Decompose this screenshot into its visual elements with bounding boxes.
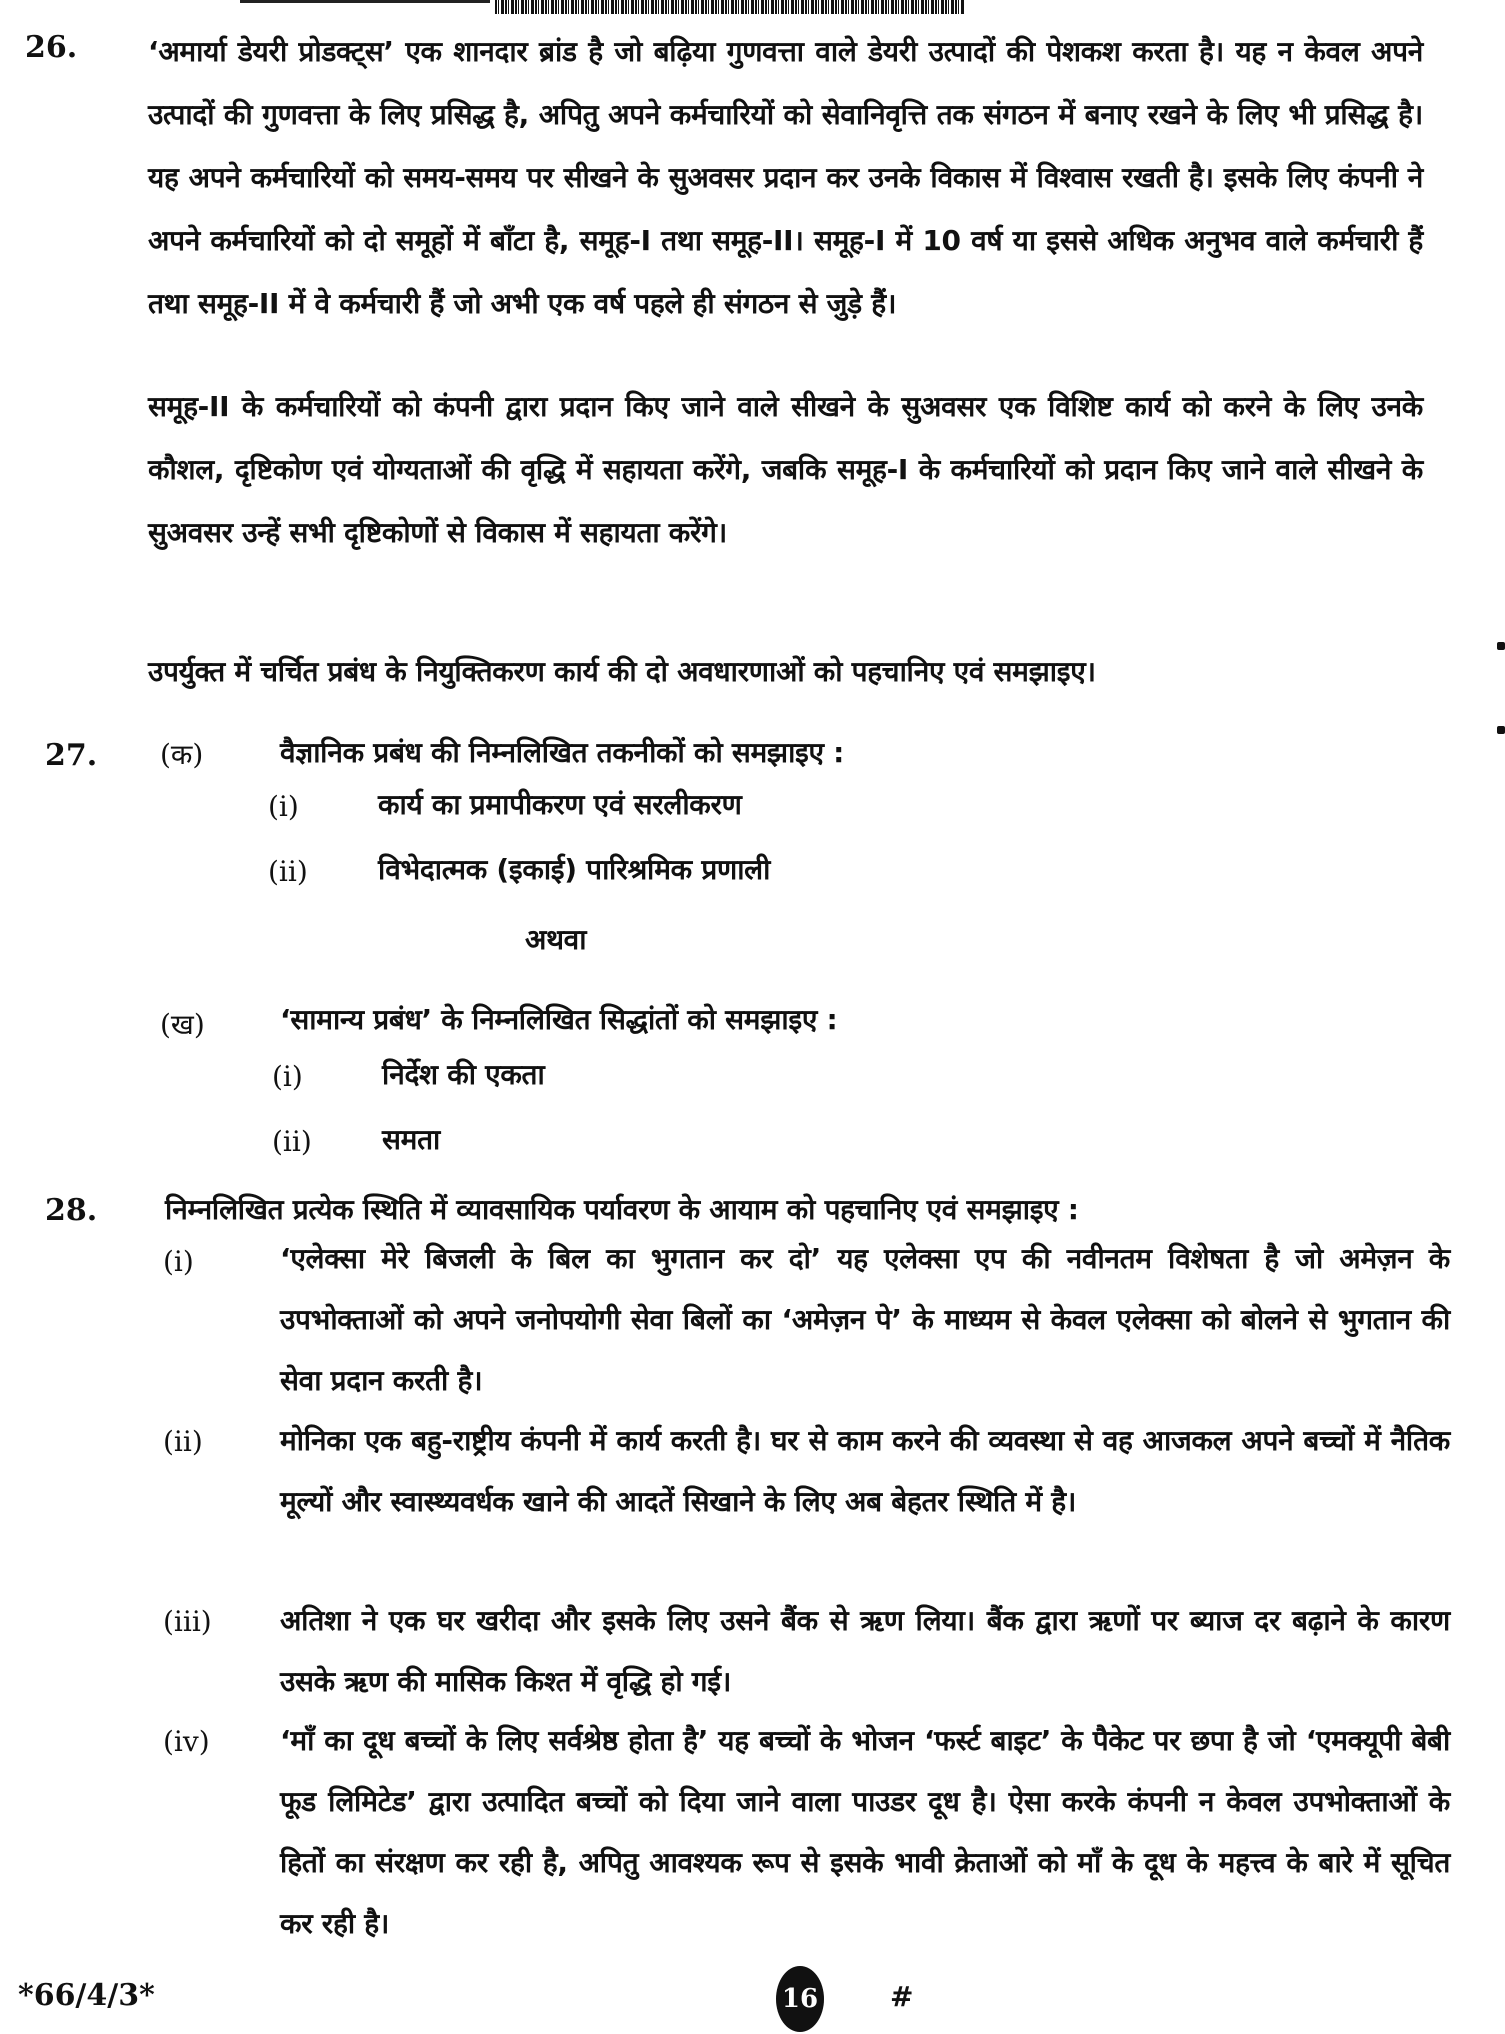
question-26-paragraph-2 [148,375,1423,564]
item-text: अतिशा ने एक घर खरीदा और इसके लिए उसने बैंक से ऋण लिया। बैंक द्वारा ऋणों पर ब्याज दर बढ़ाने के कारण उसके ऋण की मासिक किश्त में वृद्धि हो गई। [280,1604,1450,1698]
part-b-text: ‘सामान्य प्रबंध’ के निम्नलिखित सिद्धांतों को समझाइए : [280,1003,838,1036]
or-label: अथवा [525,923,587,956]
question-26-paragraph-1 [148,20,1423,335]
page-number: 16 [781,1984,819,2014]
item-label: (ii) [268,855,308,888]
item-label: (iii) [163,1605,212,1638]
item-text: कार्य का प्रमापीकरण एवं सरलीकरण [378,788,742,821]
item-label: (i) [272,1060,303,1093]
paragraph-text: ‘अमार्या डेयरी प्रोडक्ट्स’ एक शानदार ब्रांड है जो बढ़िया गुणवत्ता वाले डेयरी उत्पादों की पेशकश करता है। यह न केवल अपने उत्पादों की गुणवत्ता के लिए प्रसिद्ध है, अपितु अपने कर्मचारियों को सेवानिवृत्ति तक संगठन में बनाए रखने के लिए भी प्रसिद्ध है। यह अपने कर्मचारियों को समय-समय पर सीखने के सुअवसर प्रदान कर उनके विकास में विश्वास रखती है। इसके लिए कंपनी ने अपने कर्मचारियों को दो समूहों में बाँटा है, समूह-I तथा समूह-II। समूह-I में 10 वर्ष या इससे अधिक अनुभव वाले कर्मचारी हैं तथा समूह-II में वे कर्मचारी हैं जो अभी एक वर्ष पहले ही संगठन से जुड़े हैं। [148,35,1423,320]
edge-mark [1497,642,1505,650]
item-text: ‘एलेक्सा मेरे बिजली के बिल का भुगतान कर दो’ यह एलेक्सा एप की नवीनतम विशेषता है जो अमेज़न के उपभोक्ताओं को अपने जनोपयोगी सेवा बिलों का ‘अमेज़न पे’ के माध्यम से केवल एलेक्सा को बोलने से भुगतान की सेवा प्रदान करती है। [280,1242,1450,1397]
part-a-text: वैज्ञानिक प्रबंध की निम्नलिखित तकनीकों को समझाइए : [280,736,845,769]
item-label: (iv) [163,1725,210,1758]
item-text: विभेदात्मक (इकाई) पारिश्रमिक प्रणाली [378,853,771,886]
item-label: (i) [163,1245,194,1278]
question-number: 27. [45,738,98,773]
paragraph-text: समूह-II के कर्मचारियों को कंपनी द्वारा प्रदान किए जाने वाले सीखने के सुअवसर एक विशिष्ट कार्य को करने के लिए उनके कौशल, दृष्टिकोण एवं योग्यताओं की वृद्धि में सहायता करेंगे, जबकि समूह-I के कर्मचारियों को प्रदान किए जाने वाले सीखने के सुअवसर उन्हें सभी दृष्टिकोणों से विकास में सहायता करेंगे। [148,390,1423,549]
prompt-text: उपर्युक्त में चर्चित प्रबंध के नियुक्तिकरण कार्य की दो अवधारणाओं को पहचानिए एवं समझाइए। [148,655,1096,688]
paper-code: *66/4/3* [18,1978,155,2013]
edge-mark [1497,726,1505,734]
page-number-badge [776,1966,824,2032]
item-label: (ii) [272,1125,312,1158]
item-label: (ii) [163,1425,203,1458]
question-number: 28. [45,1193,98,1228]
item-text: समता [382,1123,440,1156]
part-label-a: (क) [160,738,204,771]
item-label: (i) [268,790,299,823]
item-text: निर्देश की एकता [382,1058,545,1091]
item-text: ‘माँ का दूध बच्चों के लिए सर्वश्रेष्ठ होता है’ यह बच्चों के भोजन ‘फर्स्ट बाइट’ के पैकेट पर छपा है जो ‘एमक्यूपी बेबी फूड लिमिटेड’ द्वारा उत्पादित बच्चों को दिया जाने वाला पाउडर दूध है। ऐसा करके कंपनी न केवल उपभोक्ताओं के हितों का संरक्षण कर रही है, अपितु आवश्यक रूप से इसके भावी क्रेताओं को माँ के दूध के महत्त्व के बारे में सूचित कर रही है। [280,1724,1450,1940]
barcode [495,0,965,14]
question-28-text: निम्नलिखित प्रत्येक स्थिति में व्यावसायिक पर्यावरण के आयाम को पहचानिए एवं समझाइए : [165,1193,1079,1226]
item-text: मोनिका एक बहु-राष्ट्रीय कंपनी में कार्य करती है। घर से काम करने की व्यवस्था से वह आजकल अपने बच्चों में नैतिक मूल्यों और स्वास्थ्यवर्धक खाने की आदतें सिखाने के लिए अब बेहतर स्थिति में है। [280,1424,1450,1518]
question-26-prompt [148,640,1423,703]
hash-mark: # [890,1980,914,2013]
top-rule [240,0,490,3]
part-label-b: (ख) [160,1008,205,1041]
question-number: 26. [25,30,78,65]
